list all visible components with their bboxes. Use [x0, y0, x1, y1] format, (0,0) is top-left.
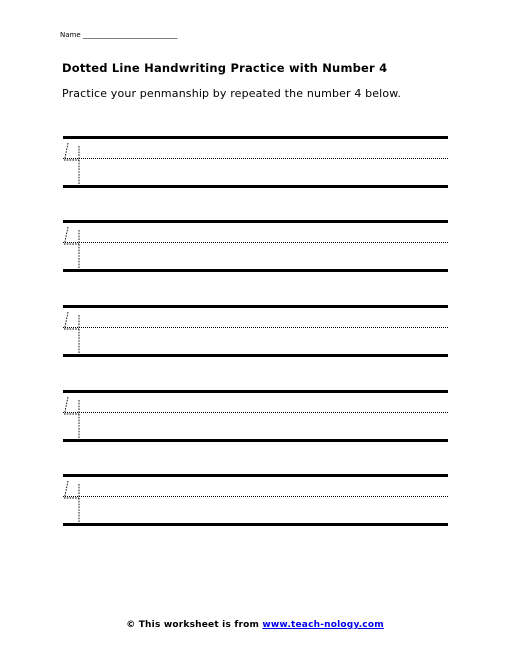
bottom-writing-line — [63, 523, 448, 526]
bottom-writing-line — [63, 269, 448, 272]
bottom-writing-line — [63, 354, 448, 357]
dotted-midline — [63, 496, 448, 497]
dotted-midline — [63, 327, 448, 328]
instructions-text: Practice your penmanship by repeated the number 4 below. — [62, 87, 402, 100]
practice-row — [63, 220, 448, 273]
top-writing-line — [63, 474, 448, 477]
dotted-midline — [63, 158, 448, 159]
practice-row — [63, 390, 448, 443]
dotted-midline — [63, 412, 448, 413]
footer-prefix: © This worksheet is from — [126, 620, 263, 630]
practice-row — [63, 136, 448, 189]
top-writing-line — [63, 220, 448, 223]
dotted-digit-4-guide — [63, 225, 85, 269]
top-writing-line — [63, 390, 448, 393]
worksheet-title: Dotted Line Handwriting Practice with Number 4 — [62, 61, 388, 75]
practice-row — [63, 305, 448, 358]
dotted-midline — [63, 242, 448, 243]
top-writing-line — [63, 136, 448, 139]
footer-credit — [0, 620, 510, 630]
dotted-digit-4-guide — [63, 310, 85, 354]
bottom-writing-line — [63, 439, 448, 442]
bottom-writing-line — [63, 185, 448, 188]
dotted-digit-4-guide — [63, 141, 85, 185]
footer-link[interactable]: www.teach-nology.com — [262, 620, 384, 630]
dotted-digit-4-guide — [63, 395, 85, 439]
practice-row — [63, 474, 448, 527]
top-writing-line — [63, 305, 448, 308]
name-line: Name ___________________________ — [60, 31, 178, 39]
dotted-digit-4-guide — [63, 479, 85, 523]
